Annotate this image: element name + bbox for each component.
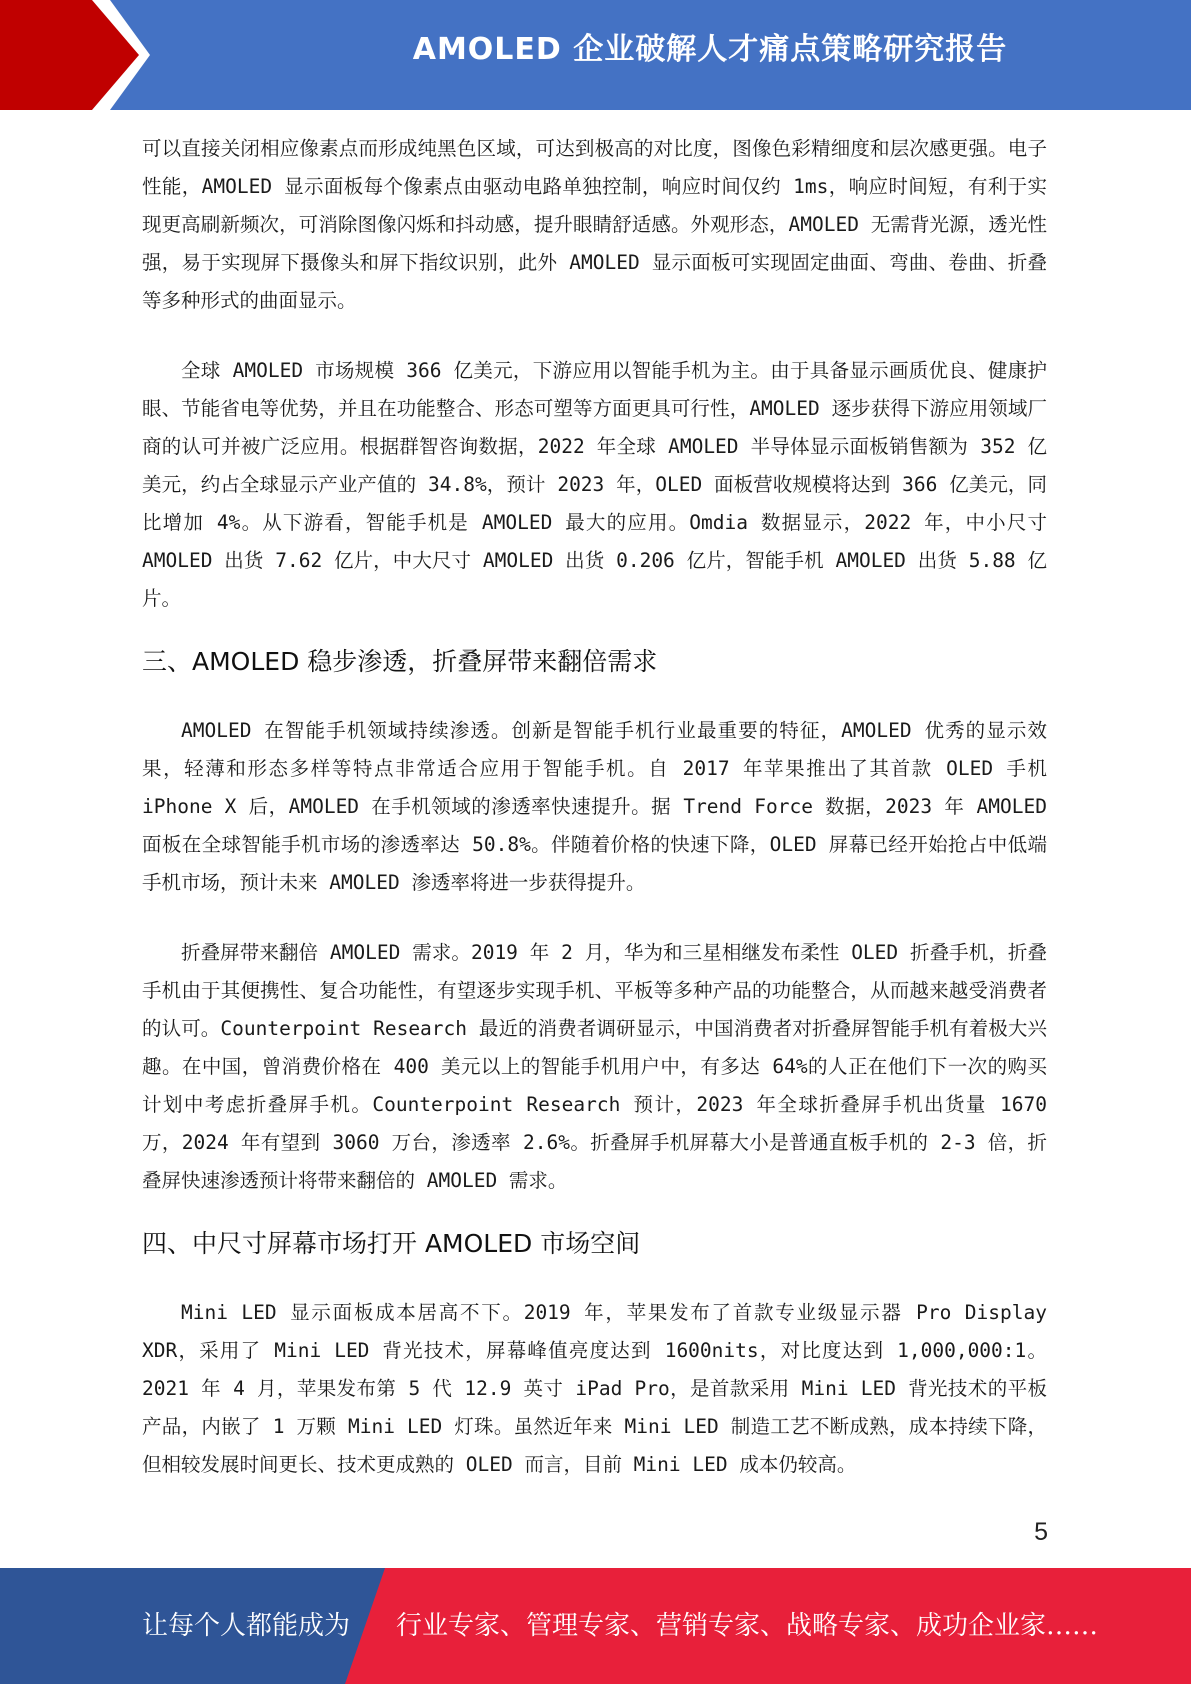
paragraph-mini-led-cost: Mini LED 显示面板成本居高不下。2019 年，苹果发布了首款专业级显示器 Pro Display XDR，采用了 Mini LED 背光技术，屏幕峰值亮度达到 1600nits，对比度达到 1,000,000:1。2021 年 4 月，苹果发布第 5 代 12.9 英寸 iPad Pro，是首款采用 Mini LED 背光技术的平板产品，内嵌了 1 万颗 Mini LED 灯珠。虽然近年来 Mini LED 制造工艺不断成熟，成本持续下降，但相较发展时间更长、技术更成熟的 OLED 而言，目前 Mini LED 成本仍较高。	[142, 1301, 1047, 1476]
page-number: 5	[1034, 1518, 1048, 1546]
section-heading-3: 三、AMOLED 稳步渗透，折叠屏带来翻倍需求	[142, 647, 658, 676]
paragraph-global-market: 全球 AMOLED 市场规模 366 亿美元，下游应用以智能手机为主。由于具备显示画质优良、健康护眼、节能省电等优势，并且在功能整合、形态可塑等方面更具可行性，AMOLED 逐步获得下游应用领域厂商的认可并被广泛应用。根据群智咨询数据，2022 年全球 AMOLED 半导体显示面板销售额为 352 亿美元，约占全球显示产业产值的 34.8%，预计 2023 年，OLED 面板营收规模将达到 366 亿美元，同比增加 4%。从下游看，智能手机是 AMOLED 最大的应用。Omdia 数据显示，2022 年，中小尺寸 AMOLED 出货 7.62 亿片，中大尺寸 AMOLED 出货 0.206 亿片，智能手机 AMOLED 出货 5.88 亿片。	[142, 359, 1047, 610]
footer-slogan-right: 行业专家、管理专家、营销专家、战略专家、成功企业家……	[396, 1611, 1099, 1641]
document-title: AMOLED 企业破解人才痛点策略研究报告	[412, 32, 1008, 67]
section-heading-4: 四、中尺寸屏幕市场打开 AMOLED 市场空间	[142, 1229, 641, 1258]
document-body	[142, 130, 1047, 1484]
paragraph-foldable-demand: 折叠屏带来翻倍 AMOLED 需求。2019 年 2 月，华为和三星相继发布柔性 OLED 折叠手机，折叠手机由于其便携性、复合功能性，有望逐步实现手机、平板等多种产品的功能整合，从而越来越受消费者的认可。Counterpoint Research 最近的消费者调研显示，中国消费者对折叠屏智能手机有着极大兴趣。在中国，曾消费价格在 400 美元以上的智能手机用户中，有多达 64%的人正在他们下一次的购买计划中考虑折叠屏手机。Counterpoint Research 预计，2023 年全球折叠屏手机出货量 1670 万，2024 年有望到 3060 万台，渗透率 2.6%。折叠屏手机屏幕大小是普通直板手机的 2-3 倍，折叠屏快速渗透预计将带来翻倍的 AMOLED 需求。	[142, 941, 1047, 1192]
paragraph-smartphone-penetration: AMOLED 在智能手机领域持续渗透。创新是智能手机行业最重要的特征，AMOLED 优秀的显示效果，轻薄和形态多样等特点非常适合应用于智能手机。自 2017 年苹果推出了其首款 OLED 手机 iPhone X 后，AMOLED 在手机领域的渗透率快速提升。据 Trend Force 数据，2023 年 AMOLED 面板在全球智能手机市场的渗透率达 50.8%。伴随着价格的快速下降，OLED 屏幕已经开始抢占中低端手机市场，预计未来 AMOLED 渗透率将进一步获得提升。	[142, 719, 1047, 894]
paragraph-display-performance: 可以直接关闭相应像素点而形成纯黑色区域，可达到极高的对比度，图像色彩精细度和层次感更强。电子性能，AMOLED 显示面板每个像素点由驱动电路单独控制，响应时间仅约 1ms，响应时间短，有利于实现更高刷新频次，可消除图像闪烁和抖动感，提升眼睛舒适感。外观形态，AMOLED 无需背光源，透光性强，易于实现屏下摄像头和屏下指纹识别，此外 AMOLED 显示面板可实现固定曲面、弯曲、卷曲、折叠等多种形式的曲面显示。	[142, 137, 1047, 312]
page-header	[0, 0, 1191, 110]
footer-slogan-left: 让每个人都能成为	[142, 1611, 351, 1641]
page-footer	[0, 1568, 1191, 1684]
